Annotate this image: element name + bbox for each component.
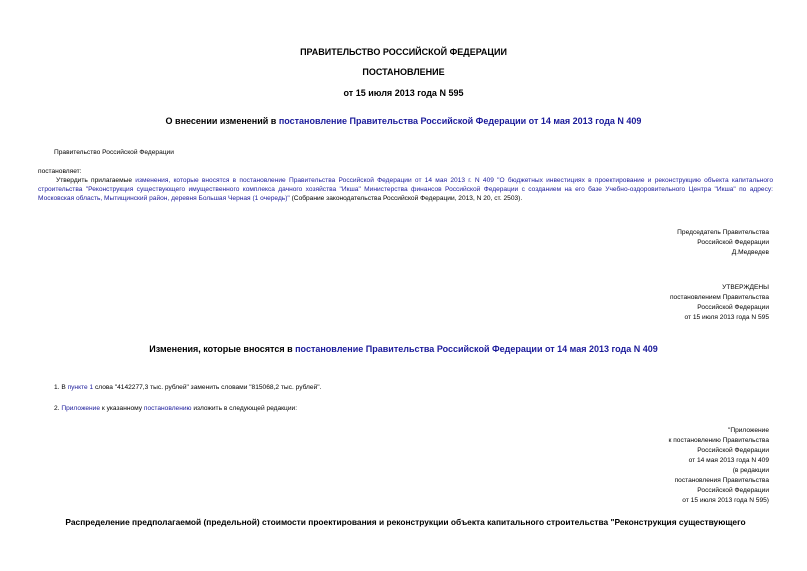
signature-line: Российской Федерации — [697, 239, 769, 246]
approved-line: постановлением Правительства — [669, 294, 769, 301]
main-heading — [0, 116, 807, 126]
decrees-word: постановляет: — [38, 168, 82, 175]
government-title: ПРАВИТЕЛЬСТВО РОССИЙСКОЙ ФЕДЕРАЦИИ — [300, 47, 507, 57]
changes-link[interactable]: изменения, которые вносятся в постановление Правительства Российской Федерации от 14 мая 2013 г. N 409 "О бюджетных инвестициях в проектирование и реконструкцию объекта капитального строительства "Реконструкция существующего имущественного комплекса дачного хозяйства "Икша" Министерства финансов Российской Федерации с созданием на его базе Учебно-оздоровительного Центра "Икша" по адресу: Московская область, Мытищинский район, деревня Большая Черная (1 очередь)" — [38, 177, 773, 202]
signature-line: Председатель Правительства — [677, 229, 769, 236]
changes-heading-prefix: Изменения, которые вносятся в — [149, 344, 296, 354]
changes-heading — [0, 344, 807, 354]
annex-line: (в редакции — [732, 467, 769, 474]
main-heading-prefix: О внесении изменений в — [165, 116, 279, 126]
distribution-heading: Распределение предполагаемой (предельной) стоимости проектирования и реконструкции объекта капитального строительства "Реконструкция существующего — [65, 517, 746, 527]
change-item-2 — [54, 404, 297, 413]
decree-paragraph — [38, 176, 773, 203]
changes-heading-link[interactable]: постановление Правительства Российской Федерации от 14 мая 2013 года N 409 — [295, 344, 658, 354]
approved-line: от 15 июля 2013 года N 595 — [684, 314, 769, 321]
item-text: к указанному — [100, 405, 144, 412]
item-text: слова "4142277,3 тыс. рублей" заменить словами "815068,2 тыс. рублей". — [93, 384, 322, 391]
government-name: Правительство Российской Федерации — [54, 149, 174, 156]
change-item-1 — [54, 383, 321, 392]
approved-line: Российской Федерации — [697, 304, 769, 311]
annex-line: Российской Федерации — [697, 487, 769, 494]
item-number: 1. В — [54, 384, 68, 391]
main-heading-link[interactable]: постановление Правительства Российской Федерации от 14 мая 2013 года N 409 — [278, 116, 642, 126]
annex-line: "Приложение — [727, 427, 769, 434]
signature-name: Д.Медведев — [731, 249, 769, 256]
annex-block — [669, 426, 770, 506]
paragraph-end: (Собрание законодательства Российской Федерации, 2013, N 20, ст. 2503). — [289, 195, 523, 202]
annex-line: от 14 мая 2013 года N 409 — [688, 457, 769, 464]
point-1-link[interactable]: пункте 1 — [67, 384, 94, 391]
item-text: изложить в следующей редакции: — [191, 405, 298, 412]
approved-block — [670, 283, 769, 323]
item-number: 2. — [54, 405, 62, 412]
decree-link[interactable]: постановлению — [143, 405, 192, 412]
annex-line: Российской Федерации — [697, 447, 769, 454]
document-type: ПОСТАНОВЛЕНИЕ — [362, 67, 445, 77]
paragraph-start: Утвердить прилагаемые — [56, 177, 136, 184]
annex-line: от 15 июля 2013 года N 595) — [682, 497, 769, 504]
signature-block — [677, 228, 769, 258]
approved-line: УТВЕРЖДЕНЫ — [722, 284, 769, 291]
annex-line: к постановлению Правительства — [668, 437, 769, 444]
annex-link[interactable]: Приложение — [61, 405, 101, 412]
annex-line: постановления Правительства — [674, 477, 769, 484]
document-date: от 15 июля 2013 года N 595 — [343, 88, 464, 98]
